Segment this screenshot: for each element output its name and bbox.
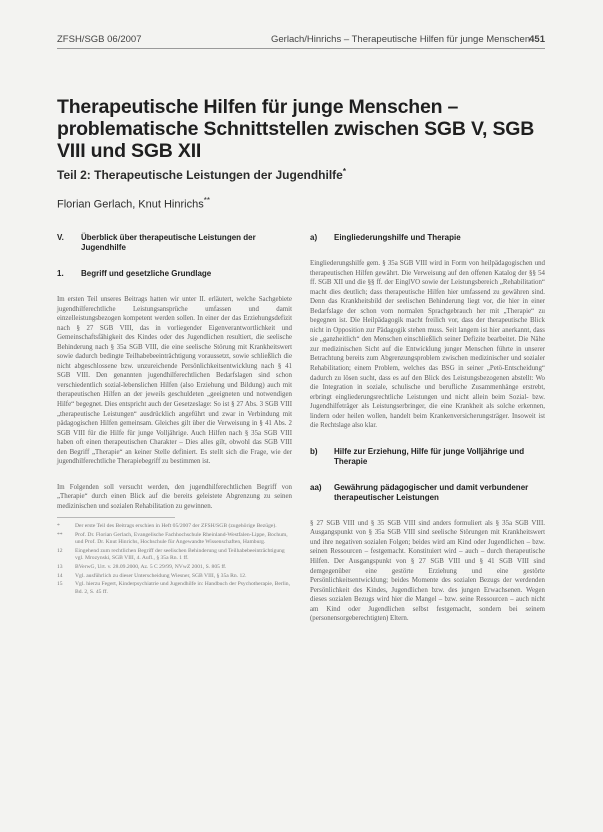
- footnote-text: Prof. Dr. Florian Gerlach, Evangelische Fachhochschule Rheinland-Westfalen-Lippe, Bochum, und Prof. Dr. Knut Hinrichs, Hochschule für Angewandte Wissenschaften, Hamburg.: [75, 532, 288, 546]
- footnote-text: Der erste Teil des Beitrags erschien in Heft 05/2007 der ZFSH/SGB (zugehörige Bezüge).: [75, 523, 277, 530]
- article-title: Therapeutische Hilfen für junge Menschen – problematische Schnittstellen zwischen SGB V, SGB VIII und SGB XII: [57, 96, 535, 162]
- authors-text: Florian Gerlach, Knut Hinrichs: [57, 198, 204, 211]
- footnote-number: *: [57, 523, 60, 530]
- journal-ref: ZFSH/SGB 06/2007: [57, 34, 142, 45]
- footnote-number: 13: [57, 564, 63, 570]
- footnote-number: 15: [57, 581, 63, 588]
- body-paragraph: Im Folgenden soll versucht werden, den jugendhilferechtlichen Begriff von „Therapie“ durch einen Blick auf die bereits geleistete Abgrenzung zu seinen medizinischen und sozialen Rehabilitation zu gewinnen.: [57, 483, 292, 510]
- section-number: V.: [57, 233, 64, 242]
- subsubsection-number: aa): [310, 482, 322, 492]
- footnote: [57, 523, 292, 530]
- body-paragraph: Im ersten Teil unseres Beitrags hatten wir unter II. erläutert, welche Sachgebiete jugendhilferechtliche Leistungsansprüche umfassen und damit einzelleistungsbezogen kompetent werden sollen. In einer der das Erziehungsdefizit nach § 27 SGB VIII, das in vorliegender Eigenverantwortlichkeit und Gemeinschaftsfähigkeit des Kindes oder des Jugendlichen resultiert, die seelische Behinderung nach § 35a SGB VIII, die eine seelische Störung mit Krankheitswert sowie dadurch bedingte Teilhabebeeinträchtigung voraussetzt, sowie schließlich die nicht abgeschlossene bzw. unzureichende Persönlichkeitsentwicklung nach § 41 SGB VIII. Den genannten jugendhilferechtlichen Bedarfslagen sind schon verschiedentlich sozial-lebenslichen Hilfen (also Erziehung und Bildung) auch mit therapeutischen Hilfen an der jeweils geschuldeten „geeigneten und notwendigen Hilfe“ begegnet. Dies entspricht auch der Gesetzeslage: So ist § 27 Abs. 3 SGB VIII „therapeutische Leistungen“ ausdrücklich angeführt und zwar in Verbindung mit pädagogischen Hilfen gemeinsam. Gleiches gilt über die Verweisung in § 41 Abs. 2 SGB VIII für die Hilfe für junge Volljährige. Auch Hilfen nach § 35a SGB VIII haben oft einen therapeutischen Charakter – Dies alles gilt, obwohl das SGB VIII den Begriff „Therapie“ an keiner Stelle definiert. Es stellt sich die Frage, wie der jugendhilferechtliche Therapiebegriff zu bestimmen ist.: [57, 296, 292, 466]
- body-paragraph: Eingliederungshilfe gem. § 35a SGB VIII wird in Form von heilpädagogischen und therapeutischen Hilfen gewährt. Die Verweisung auf den offenen Katalog der §§ 54 ff. SGB XII und die §§ ff. der EinglVO sowie der Leistungsbereich „Rehabilitation“ macht dies deutlich; dass therapeutische Hilfen hier umfassend zu gewähren sind. Denn das Krankheitsbild der seelischen Behinderung liegt vor, die hier in einer Bedarfslage der schon vom normalen Sprachgebrauch her mit „Therapie“ zu begegnen ist. Die Heilpädagogik macht freilich vor, dass der therapeutische Blick nicht in Opposition zur Pädagogik stehen muss. Seit langem ist hier anerkannt, dass sie „ganzheitlich“ den Menschen einschließlich seiner Defizite bearbeitet. Die Nähe zur medizinischen Sicht auf die Entwicklung junger Menschen führte in unserer Betrachtung bereits zum Abgrenzungsproblem zwischen medizinischer und sozialer Rehabilitation; einem Problem, welches das BSG in seiner „Petö-Entscheidung“ dadurch zu lösen sucht, dass es auf den Blick des Leistungsbezogenen abstellt: Wo die Integration in soziale, schulische und berufliche Zusammenhänge erstrebt, erbringt eingliederungsrechtliche Leistungen und nicht allein beim Sozial- bzw. Jugendhilfeträger als Leistungserbringer, die eine Krankheit als solche erkennen, lindern oder heilen wollen, handelt beim Krankenversicherungsträger. Insoweit ist die Rechtslage also klar.: [310, 260, 545, 430]
- footnote: [57, 581, 292, 595]
- footnote-text: Vgl. ausführlich zu dieser Unterscheidung Wiesner, SGB VIII, § 35a Rn. 12.: [75, 572, 247, 579]
- subsection-title: Begriff und gesetzliche Grundlage: [81, 269, 212, 278]
- subsection-heading: [310, 233, 545, 243]
- footnotes: [57, 523, 292, 595]
- footnote-text: Vgl. hierzu Fegert, Kinderpsychiatrie und Jugendhilfe in: Handbuch der Psychotherapie, Berlin, Bd. 2, S. 45 ff.: [75, 581, 290, 595]
- footnote-text: BVerwG, Urt. v. 28.09.2000, Az. 5 C 29/99, NVwZ 2001, S. 805 ff.: [75, 564, 227, 570]
- subsection-title: Eingliederungshilfe und Therapie: [334, 233, 461, 242]
- footnote-text: Eingehend zum rechtlichen Begriff der seelischen Behinderung und Teilhabebeeinträchtigung vgl. Mrozynski, SGB VIII, 4. Aufl., § 35a Rn. 1 ff.: [75, 548, 285, 562]
- footnote-number: 14: [57, 572, 63, 579]
- subsection-number: b): [310, 446, 318, 456]
- body-paragraph: § 27 SGB VIII und § 35 SGB VIII sind anders formuliert als § 35a SGB VIII. Ausgangspunkt von § 35a SGB VIII sind seelische Störungen mit Krankheitswert und ihre negativen sozialen Folgen; beides wird am Kind oder Jugendlichen – bzw. seinen Ressourcen – festgemacht. Konstituiert wird – auch – durch therapeutische Hilfen. Der Ausgangspunkt von § 27 SGB VIII und § 41 SGB VIII sind demgegenüber eine gestörte Erziehung und eine gestörte Persönlichkeitsentwicklung; beides Momente des sozialen Bezugs der werdenden Persönlichkeit des Kindes, Jugendlichen bzw. des jungen Erwachsenen. Wegen dieses sozialen Bezugs wird hier die Mangel – bzw. seine Ressourcen – auch nicht am Kind oder Jugendlichen selbst festgemacht, sondern bei seinem (personensorgeberechtigten) Eltern.: [310, 519, 545, 623]
- subsubsection-title: Gewährung pädagogischer und damit verbundener therapeutischer Leistungen: [334, 482, 529, 502]
- footnote-number: **: [57, 532, 63, 539]
- footnote: [57, 564, 292, 571]
- subsection-number: a): [310, 233, 318, 242]
- subsection-title: Hilfe zur Erziehung, Hilfe für junge Volljährige und Therapie: [334, 446, 525, 466]
- authors-footnote-mark: **: [203, 196, 210, 205]
- running-title: Gerlach/Hinrichs – Therapeutische Hilfen für junge Menschen: [271, 34, 531, 45]
- header-rule: [57, 48, 545, 49]
- footnote: [57, 532, 292, 546]
- footnote-number: 12: [57, 548, 63, 555]
- subsection-number: 1.: [57, 269, 64, 278]
- subsection-heading: [57, 269, 292, 279]
- footnote: [57, 573, 292, 580]
- subsubsection-heading: [310, 483, 545, 503]
- section-title: Überblick über therapeutische Leistungen der Jugendhilfe: [81, 233, 256, 252]
- article-subtitle: [57, 164, 537, 183]
- subtitle-text: Teil 2: Therapeutische Leistungen der Jugendhilfe: [57, 168, 343, 182]
- subsection-heading: [310, 447, 545, 467]
- left-column: [57, 233, 292, 597]
- page-number: 451: [529, 34, 545, 45]
- footnote-rule: [57, 517, 175, 518]
- right-column: [310, 233, 545, 624]
- footnote: [57, 548, 292, 562]
- section-heading: [57, 233, 292, 253]
- authors: [57, 196, 210, 211]
- subtitle-footnote-mark: *: [342, 167, 346, 176]
